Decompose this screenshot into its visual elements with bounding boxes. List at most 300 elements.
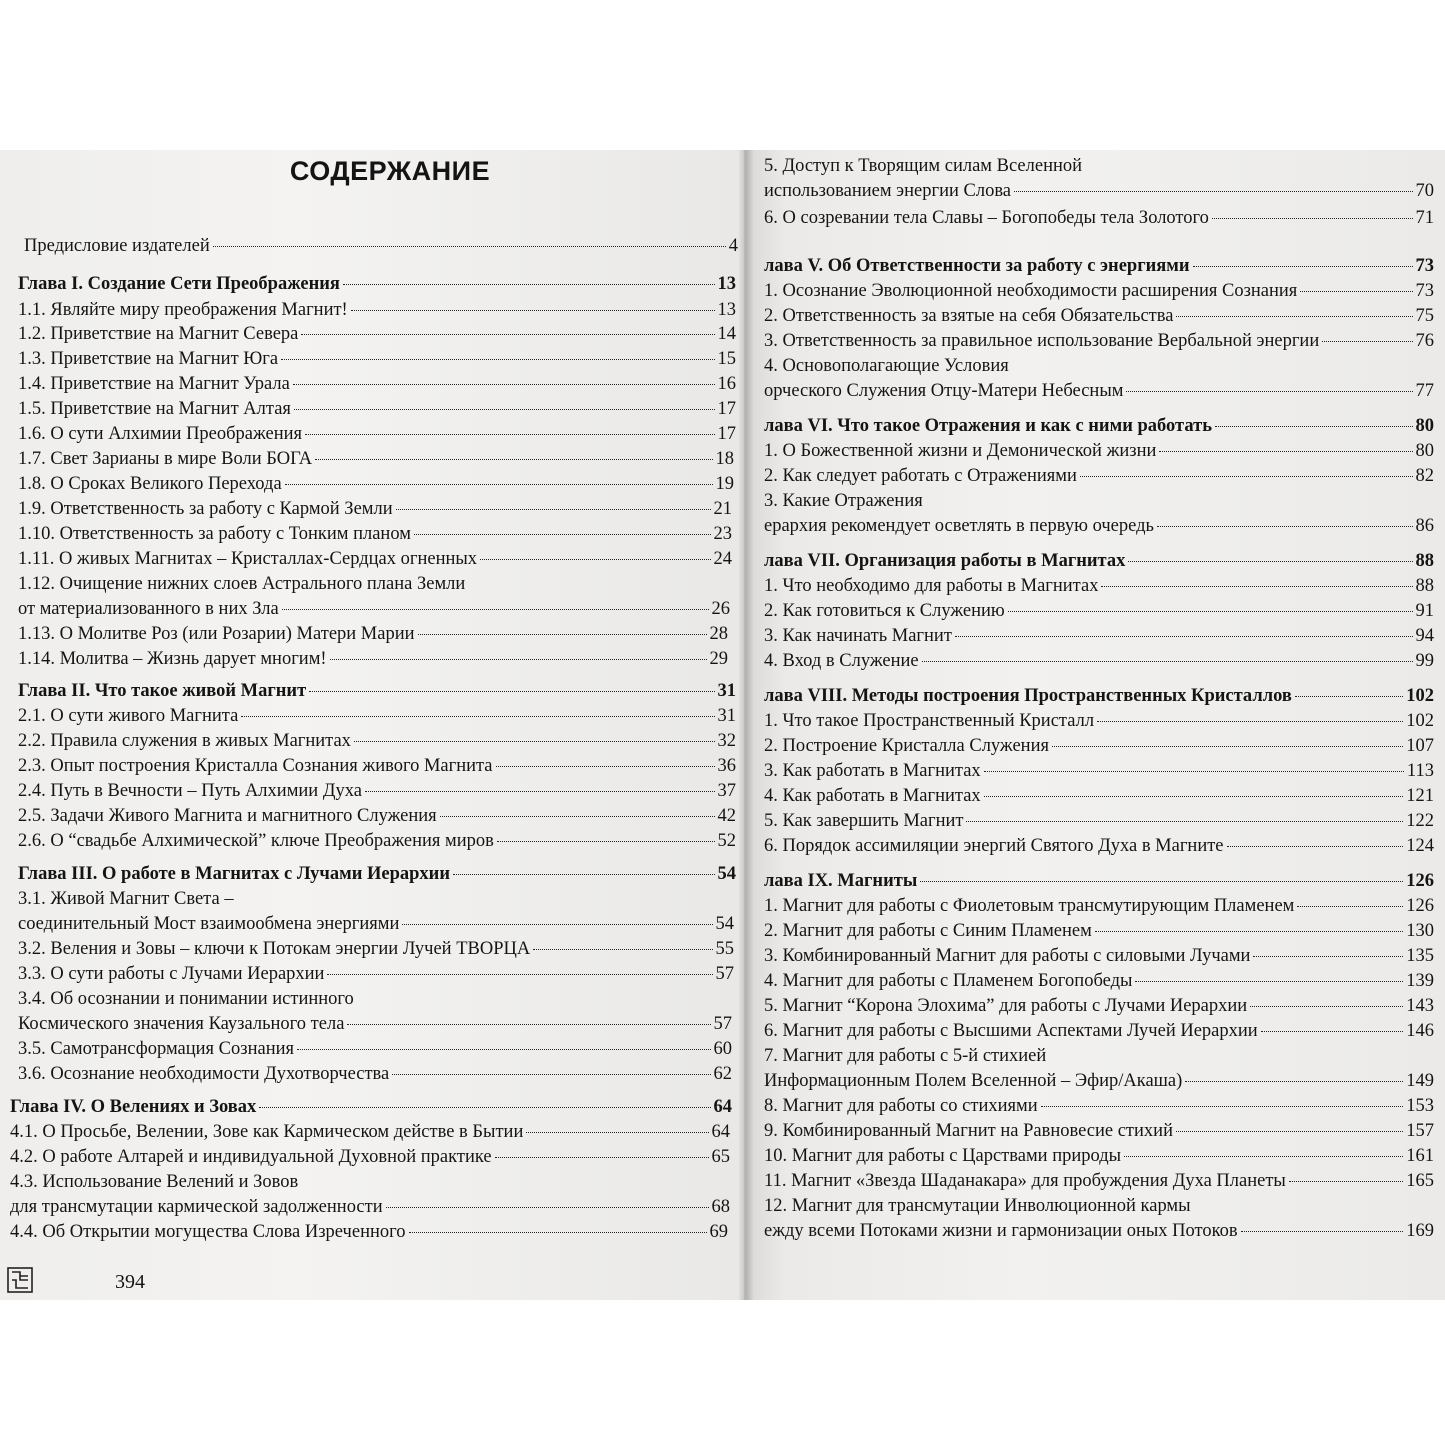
toc-dot-leader	[966, 820, 1403, 822]
toc-entry	[764, 180, 1434, 202]
toc-entry-title: 2. Как следует работать с Отражениями	[764, 466, 1077, 486]
toc-entry	[764, 1020, 1434, 1042]
toc-entry-page-number: 73	[1415, 256, 1434, 276]
toc-entry-page-number: 102	[1406, 711, 1434, 731]
toc-dot-leader	[453, 873, 715, 875]
toc-entry	[18, 705, 736, 727]
toc-entry	[18, 938, 734, 960]
toc-entry-page-number: 71	[1415, 208, 1434, 228]
toc-entry-page-number: 4	[728, 236, 738, 256]
toc-entry-page-number: 26	[711, 599, 730, 619]
toc-entry-title: 2.4. Путь в Вечности – Путь Алхимии Духа	[18, 781, 362, 801]
toc-entry	[764, 710, 1434, 732]
toc-entry-page-number: 126	[1406, 871, 1434, 891]
toc-entry-title: Глава I. Создание Сети Преображения	[18, 274, 340, 294]
toc-entry	[10, 1221, 728, 1243]
toc-entry-page-number: 130	[1406, 921, 1434, 941]
toc-entry	[18, 988, 732, 1010]
toc-entry-title: 5. Как завершить Магнит	[764, 811, 964, 831]
toc-entry-page-number: 113	[1406, 761, 1434, 781]
toc-dot-leader	[1297, 905, 1403, 907]
toc-dot-leader	[495, 1156, 709, 1158]
toc-dot-leader	[259, 1106, 710, 1108]
toc-dot-leader	[309, 690, 714, 692]
toc-entry-title: 2. Построение Кристалла Служения	[764, 736, 1049, 756]
toc-dot-leader	[1095, 930, 1403, 932]
toc-entry-title: 1.5. Приветствие на Магнит Алтая	[18, 399, 291, 419]
toc-entry	[18, 648, 728, 670]
toc-dot-leader	[533, 948, 712, 950]
toc-entry	[764, 330, 1434, 352]
toc-entry-page-number: 68	[711, 1197, 730, 1217]
toc-dot-leader	[1185, 1080, 1403, 1082]
right-page	[744, 150, 1445, 1300]
toc-dot-leader	[327, 973, 712, 975]
toc-entry-page-number: 146	[1406, 1021, 1434, 1041]
toc-entry-page-number: 13	[717, 274, 736, 294]
toc-entry-title: 4. Вход в Служение	[764, 651, 919, 671]
toc-entry-title: 1.12. Очищение нижних слоев Астрального плана Земли	[18, 574, 466, 594]
toc-dot-leader	[294, 408, 715, 410]
toc-entry-page-number: 161	[1406, 1146, 1434, 1166]
toc-entry-page-number: 13	[717, 300, 736, 320]
toc-entry-title: 1.6. О сути Алхимии Преображения	[18, 424, 303, 444]
toc-entry	[18, 755, 736, 777]
toc-entry-title: 1.10. Ответственность за работу с Тонким планом	[18, 524, 411, 544]
toc-entry	[764, 465, 1434, 487]
toc-dot-leader	[1193, 265, 1413, 267]
toc-dot-leader	[1080, 475, 1413, 477]
toc-entry-page-number: 64	[713, 1097, 732, 1117]
toc-entry-page-number: 149	[1406, 1071, 1434, 1091]
toc-entry	[18, 348, 736, 370]
toc-entry-title: Информационным Полем Вселенной – Эфир/Акаша)	[764, 1071, 1183, 1091]
toc-entry-title: 5. Магнит “Корона Элохима” для работы с Лучами Иерархии	[764, 996, 1248, 1016]
toc-dot-leader	[285, 483, 713, 485]
toc-entry-title: 1.14. Молитва – Жизнь дарует многим!	[18, 649, 327, 669]
toc-entry-title: 1. О Божественной жизни и Демонической жизни	[764, 441, 1157, 461]
left-page	[0, 150, 744, 1300]
toc-entry-page-number: 14	[717, 324, 736, 344]
toc-entry-page-number: 70	[1415, 181, 1434, 201]
toc-entry-title: лава VII. Организация работы в Магнитах	[764, 551, 1126, 571]
toc-dot-leader	[526, 1131, 708, 1133]
toc-dot-leader	[480, 558, 710, 560]
page-number: 394	[115, 1271, 145, 1293]
toc-dot-leader	[1300, 290, 1412, 292]
toc-entry-title: использованием энергии Слова	[764, 181, 1012, 201]
toc-dot-leader	[1041, 1105, 1404, 1107]
toc-entry	[764, 945, 1434, 967]
toc-entry	[10, 1196, 730, 1218]
toc-dot-leader	[1227, 845, 1404, 847]
toc-entry-page-number: 169	[1406, 1221, 1434, 1241]
toc-dot-leader	[496, 765, 715, 767]
toc-dot-leader	[293, 383, 715, 385]
toc-entry-page-number: 64	[711, 1122, 730, 1142]
toc-entry	[764, 785, 1434, 807]
toc-entry	[764, 1120, 1434, 1142]
toc-entry-title: 4.2. О работе Алтарей и индивидуальной Духовной практике	[10, 1147, 492, 1167]
toc-entry-page-number: 88	[1415, 576, 1434, 596]
toc-entry-page-number: 24	[713, 549, 732, 569]
toc-dot-leader	[497, 840, 715, 842]
toc-entry-title: 9. Комбинированный Магнит на Равновесие стихий	[764, 1121, 1173, 1141]
toc-dot-leader	[984, 795, 1404, 797]
toc-entry-title: 1.8. О Сроках Великого Перехода	[18, 474, 282, 494]
toc-entry-title: 2. Ответственность за взятые на себя Обязательства	[764, 306, 1174, 326]
toc-entry-title: Глава III. О работе в Магнитах с Лучами Иерархии	[18, 864, 450, 884]
toc-entry-title: 3. Как начинать Магнит	[764, 626, 952, 646]
toc-dot-leader	[282, 608, 709, 610]
toc-entry-title: 5. Доступ к Творящим силам Вселенной	[764, 156, 1083, 176]
toc-entry	[18, 323, 736, 345]
toc-entry-title: 1. Что необходимо для работы в Магнитах	[764, 576, 1099, 596]
toc-entry-page-number: 31	[717, 681, 736, 701]
toc-entry-page-number: 65	[711, 1147, 730, 1167]
toc-entry-title: 8. Магнит для работы со стихиями	[764, 1096, 1038, 1116]
toc-entry	[764, 970, 1434, 992]
toc-entry	[18, 780, 736, 802]
toc-entry	[18, 473, 734, 495]
book-gutter-shadow	[738, 150, 754, 1300]
toc-entry	[764, 625, 1434, 647]
toc-dot-leader	[1097, 720, 1403, 722]
toc-entry-page-number: 62	[713, 1064, 732, 1084]
toc-dot-leader	[1212, 217, 1413, 219]
toc-entry-page-number: 57	[715, 964, 734, 984]
toc-entry-page-number: 37	[717, 781, 736, 801]
toc-entry	[18, 963, 734, 985]
toc-entry-title: от материализованного в них Зла	[18, 599, 279, 619]
toc-entry-page-number: 157	[1406, 1121, 1434, 1141]
toc-entry-title: 3. Какие Отражения	[764, 491, 923, 511]
toc-entry-title: 1.4. Приветствие на Магнит Урала	[18, 374, 290, 394]
toc-entry	[10, 1171, 730, 1193]
toc-entry	[18, 1013, 732, 1035]
toc-dot-leader	[281, 358, 714, 360]
toc-entry-title: 1.3. Приветствие на Магнит Юга	[18, 349, 279, 369]
toc-entry-title: 4.1. О Просьбе, Велении, Зове как Кармическом действе в Бытии	[10, 1122, 524, 1142]
toc-entry-page-number: 94	[1415, 626, 1434, 646]
toc-entry-page-number: 107	[1406, 736, 1434, 756]
toc-entry-title: лава IX. Магниты	[764, 871, 918, 891]
toc-entry-page-number: 17	[717, 399, 736, 419]
toc-dot-leader	[955, 635, 1413, 637]
toc-entry-page-number: 28	[709, 624, 728, 644]
toc-entry	[764, 920, 1434, 942]
toc-dot-leader	[1052, 745, 1403, 747]
toc-entry-title: Предисловие издателей	[24, 236, 210, 256]
toc-chapter-heading	[764, 870, 1434, 892]
toc-entry	[764, 575, 1434, 597]
toc-entry-title: 2.2. Правила служения в живых Магнитах	[18, 731, 351, 751]
toc-dot-leader	[354, 740, 715, 742]
toc-entry	[18, 423, 736, 445]
toc-entry-page-number: 143	[1406, 996, 1434, 1016]
toc-entry-page-number: 99	[1415, 651, 1434, 671]
toc-entry	[18, 1038, 732, 1060]
toc-entry-title: 3. Комбинированный Магнит для работы с силовыми Лучами	[764, 946, 1251, 966]
toc-entry	[18, 623, 728, 645]
toc-entry	[764, 515, 1434, 537]
toc-entry-title: 6. Порядок ассимиляции энергий Святого Духа в Магните	[764, 836, 1224, 856]
toc-entry-title: 2. Как готовиться к Служению	[764, 601, 1005, 621]
toc-entry	[764, 280, 1434, 302]
toc-entry-title: 1. Магнит для работы с Фиолетовым трансмутирующим Пламенем	[764, 896, 1295, 916]
toc-entry	[764, 490, 1434, 512]
toc-entry-page-number: 42	[717, 806, 736, 826]
toc-entry	[18, 299, 736, 321]
toc-entry-title: 11. Магнит «Звезда Шаданакара» для пробуждения Духа Планеты	[764, 1171, 1286, 1191]
toc-dot-leader	[984, 770, 1404, 772]
toc-dot-leader	[1101, 585, 1412, 587]
toc-entry-title: для трансмутации кармической задолженности	[10, 1197, 383, 1217]
toc-entry-title: Глава IV. О Велениях и Зовах	[10, 1097, 257, 1117]
toc-entry	[24, 235, 738, 257]
toc-dot-leader	[1124, 1155, 1403, 1157]
toc-dot-leader	[409, 1231, 707, 1233]
toc-dot-leader	[1215, 425, 1413, 427]
toc-entry-title: 7. Магнит для работы с 5-й стихией	[764, 1046, 1047, 1066]
toc-dot-leader	[1250, 1005, 1403, 1007]
toc-chapter-heading	[18, 680, 736, 702]
toc-entry	[10, 1146, 730, 1168]
toc-entry	[10, 1121, 730, 1143]
toc-entry-title: соединительный Мост взаимообмена энергиями	[18, 914, 400, 934]
toc-entry-title: 6. О созревании тела Славы – Богопобеды тела Золотого	[764, 208, 1209, 228]
toc-entry-page-number: 139	[1406, 971, 1434, 991]
toc-entry-page-number: 57	[713, 1014, 732, 1034]
toc-entry-title: 2.5. Задачи Живого Магнита и магнитного Служения	[18, 806, 437, 826]
toc-entry-page-number: 73	[1415, 281, 1434, 301]
toc-entry-title: 1.11. О живых Магнитах – Кристаллах-Сердцах огненных	[18, 549, 478, 569]
toc-entry-page-number: 18	[715, 449, 734, 469]
toc-entry	[764, 355, 1434, 377]
toc-chapter-heading	[764, 685, 1434, 707]
toc-entry	[18, 888, 734, 910]
toc-entry	[18, 523, 732, 545]
toc-dot-leader	[440, 815, 715, 817]
toc-dot-leader	[1008, 610, 1413, 612]
toc-entry	[764, 650, 1434, 672]
toc-entry-page-number: 124	[1406, 836, 1434, 856]
toc-entry-page-number: 16	[717, 374, 736, 394]
toc-entry	[18, 830, 736, 852]
toc-entry	[764, 1095, 1434, 1117]
toc-entry	[18, 1063, 732, 1085]
toc-entry-title: 3. Ответственность за правильное использование Вербальной энергии	[764, 331, 1320, 351]
toc-entry	[18, 398, 736, 420]
toc-dot-leader	[1157, 525, 1413, 527]
toc-chapter-heading	[18, 863, 736, 885]
toc-dot-leader	[386, 1206, 709, 1208]
toc-entry-page-number: 122	[1406, 811, 1434, 831]
toc-entry	[764, 1045, 1434, 1067]
toc-dot-leader	[1322, 340, 1412, 342]
toc-entry-title: 2.1. О сути живого Магнита	[18, 706, 239, 726]
toc-dot-leader	[1253, 955, 1403, 957]
toc-dot-leader	[305, 433, 714, 435]
toc-entry-title: 4.4. Об Открытии могущества Слова Изреченного	[10, 1222, 406, 1242]
toc-dot-leader	[1135, 980, 1403, 982]
toc-entry-title: ерархия рекомендует осветлять в первую очередь	[764, 516, 1154, 536]
toc-dot-leader	[1176, 315, 1412, 317]
toc-entry	[18, 805, 736, 827]
toc-entry-page-number: 54	[715, 914, 734, 934]
toc-dot-leader	[402, 923, 712, 925]
toc-entry-title: 3.1. Живой Магнит Света –	[18, 889, 234, 909]
toc-entry-page-number: 32	[717, 731, 736, 751]
toc-entry-page-number: 17	[717, 424, 736, 444]
toc-chapter-heading	[764, 255, 1434, 277]
toc-entry-page-number: 135	[1406, 946, 1434, 966]
toc-entry	[18, 730, 736, 752]
toc-entry	[764, 810, 1434, 832]
toc-entry-page-number: 76	[1415, 331, 1434, 351]
toc-chapter-heading	[764, 550, 1434, 572]
toc-dot-leader	[351, 309, 715, 311]
toc-entry-page-number: 36	[717, 756, 736, 776]
toc-entry-title: 3.2. Веления и Зовы – ключи к Потокам энергии Лучей ТВОРЦА	[18, 939, 531, 959]
toc-dot-leader	[418, 633, 707, 635]
book-spread	[0, 150, 1445, 1300]
toc-entry-title: 3.4. Об осознании и понимании истинного	[18, 989, 354, 1009]
toc-entry-title: Глава II. Что такое живой Магнит	[18, 681, 307, 701]
toc-dot-leader	[343, 283, 715, 285]
toc-dot-leader	[1241, 1230, 1404, 1232]
toc-entry	[764, 1070, 1434, 1092]
toc-entry	[18, 573, 730, 595]
toc-entry-page-number: 23	[713, 524, 732, 544]
toc-entry	[18, 448, 734, 470]
toc-entry	[764, 155, 1434, 177]
toc-dot-leader	[297, 1048, 710, 1050]
toc-entry-title: 4.3. Использование Велений и Зовов	[10, 1172, 299, 1192]
toc-dot-leader	[315, 458, 712, 460]
toc-entry-title: лава V. Об Ответственности за работу с энергиями	[764, 256, 1190, 276]
toc-entry	[764, 305, 1434, 327]
toc-entry-page-number: 86	[1415, 516, 1434, 536]
toc-entry-page-number: 52	[717, 831, 736, 851]
toc-entry-title: 4. Основополагающие Условия	[764, 356, 1009, 376]
toc-dot-leader	[922, 660, 1413, 662]
toc-entry	[764, 207, 1434, 229]
toc-chapter-heading	[18, 273, 736, 295]
toc-entry-page-number: 153	[1406, 1096, 1434, 1116]
toc-entry-page-number: 29	[709, 649, 728, 669]
toc-dot-leader	[1126, 390, 1412, 392]
toc-entry	[18, 548, 732, 570]
toc-dot-leader	[241, 715, 714, 717]
toc-entry-title: лава VIII. Методы построения Пространственных Кристаллов	[764, 686, 1292, 706]
toc-entry-page-number: 82	[1415, 466, 1434, 486]
toc-entry-title: 3.3. О сути работы с Лучами Иерархии	[18, 964, 325, 984]
toc-entry-title: 12. Магнит для трансмутации Инволюционной кармы	[764, 1196, 1191, 1216]
toc-dot-leader	[920, 880, 1403, 882]
toc-entry-title: 1.9. Ответственность за работу с Кармой Земли	[18, 499, 393, 519]
toc-entry-page-number: 19	[715, 474, 734, 494]
toc-entry	[18, 598, 730, 620]
toc-entry-title: 3.6. Осознание необходимости Духотворчества	[18, 1064, 390, 1084]
toc-entry-page-number: 165	[1406, 1171, 1434, 1191]
toc-entry	[18, 913, 734, 935]
toc-entry	[764, 1170, 1434, 1192]
toc-entry	[764, 380, 1434, 402]
toc-entry-page-number: 102	[1406, 686, 1434, 706]
toc-entry-page-number: 77	[1415, 381, 1434, 401]
toc-dot-leader	[365, 790, 715, 792]
toc-entry	[764, 600, 1434, 622]
toc-entry	[764, 1220, 1434, 1242]
toc-entry-page-number: 31	[717, 706, 736, 726]
toc-dot-leader	[347, 1023, 710, 1025]
toc-entry-page-number: 69	[709, 1222, 728, 1242]
toc-entry	[18, 498, 732, 520]
toc-chapter-heading	[10, 1096, 732, 1118]
toc-entry-title: 1. Что такое Пространственный Кристалл	[764, 711, 1095, 731]
toc-entry	[764, 760, 1434, 782]
toc-entry-page-number: 75	[1415, 306, 1434, 326]
toc-dot-leader	[1159, 450, 1412, 452]
toc-dot-leader	[213, 245, 726, 247]
toc-entry-title: 1.1. Являйте миру преображения Магнит!	[18, 300, 348, 320]
toc-dot-leader	[301, 333, 714, 335]
toc-entry-page-number: 121	[1406, 786, 1434, 806]
toc-entry-page-number: 60	[713, 1039, 732, 1059]
toc-entry	[764, 440, 1434, 462]
toc-entry-page-number: 80	[1415, 416, 1434, 436]
toc-entry-title: 2.3. Опыт построения Кристалла Сознания живого Магнита	[18, 756, 493, 776]
toc-entry-title: 4. Как работать в Магнитах	[764, 786, 981, 806]
toc-dot-leader	[1176, 1130, 1403, 1132]
toc-entry-title: ежду всеми Потоками жизни и гармонизации оных Потоков	[764, 1221, 1238, 1241]
toc-entry-title: 1.2. Приветствие на Магнит Севера	[18, 324, 299, 344]
toc-entry-title: 1. Осознание Эволюционной необходимости расширения Сознания	[764, 281, 1298, 301]
toc-dot-leader	[392, 1073, 710, 1075]
toc-entry-title: 3.5. Самотрансформация Сознания	[18, 1039, 295, 1059]
toc-entry-page-number: 91	[1415, 601, 1434, 621]
toc-entry-title: 2. Магнит для работы с Синим Пламенем	[764, 921, 1092, 941]
page-title: СОДЕРЖАНИЕ	[289, 156, 491, 186]
toc-entry	[18, 373, 736, 395]
toc-dot-leader	[330, 658, 707, 660]
toc-entry-title: орческого Служения Отцу-Матери Небесным	[764, 381, 1124, 401]
toc-entry-page-number: 15	[717, 349, 736, 369]
toc-entry	[764, 995, 1434, 1017]
toc-dot-leader	[396, 508, 711, 510]
toc-entry-page-number: 88	[1415, 551, 1434, 571]
toc-dot-leader	[1128, 560, 1412, 562]
toc-dot-leader	[1289, 1180, 1403, 1182]
toc-dot-leader	[1014, 190, 1412, 192]
toc-entry-title: 6. Магнит для работы с Высшими Аспектами Лучей Иерархии	[764, 1021, 1258, 1041]
toc-entry	[764, 835, 1434, 857]
toc-entry-page-number: 126	[1406, 896, 1434, 916]
toc-entry-title: 2.6. О “свадьбе Алхимической” ключе Преображения миров	[18, 831, 494, 851]
publisher-logo-icon	[6, 1266, 34, 1294]
toc-entry-page-number: 55	[715, 939, 734, 959]
toc-entry	[764, 1195, 1434, 1217]
toc-entry-title: лава VI. Что такое Отражения и как с ними работать	[764, 416, 1212, 436]
toc-entry-page-number: 54	[717, 864, 736, 884]
toc-entry-title: Космического значения Каузального тела	[18, 1014, 345, 1034]
toc-entry	[764, 895, 1434, 917]
toc-entry-title: 10. Магнит для работы с Царствами природы	[764, 1146, 1122, 1166]
toc-entry-title: 1.13. О Молитве Роз (или Розарии) Матери Марии	[18, 624, 415, 644]
toc-dot-leader	[414, 533, 711, 535]
toc-entry-title: 3. Как работать в Магнитах	[764, 761, 981, 781]
